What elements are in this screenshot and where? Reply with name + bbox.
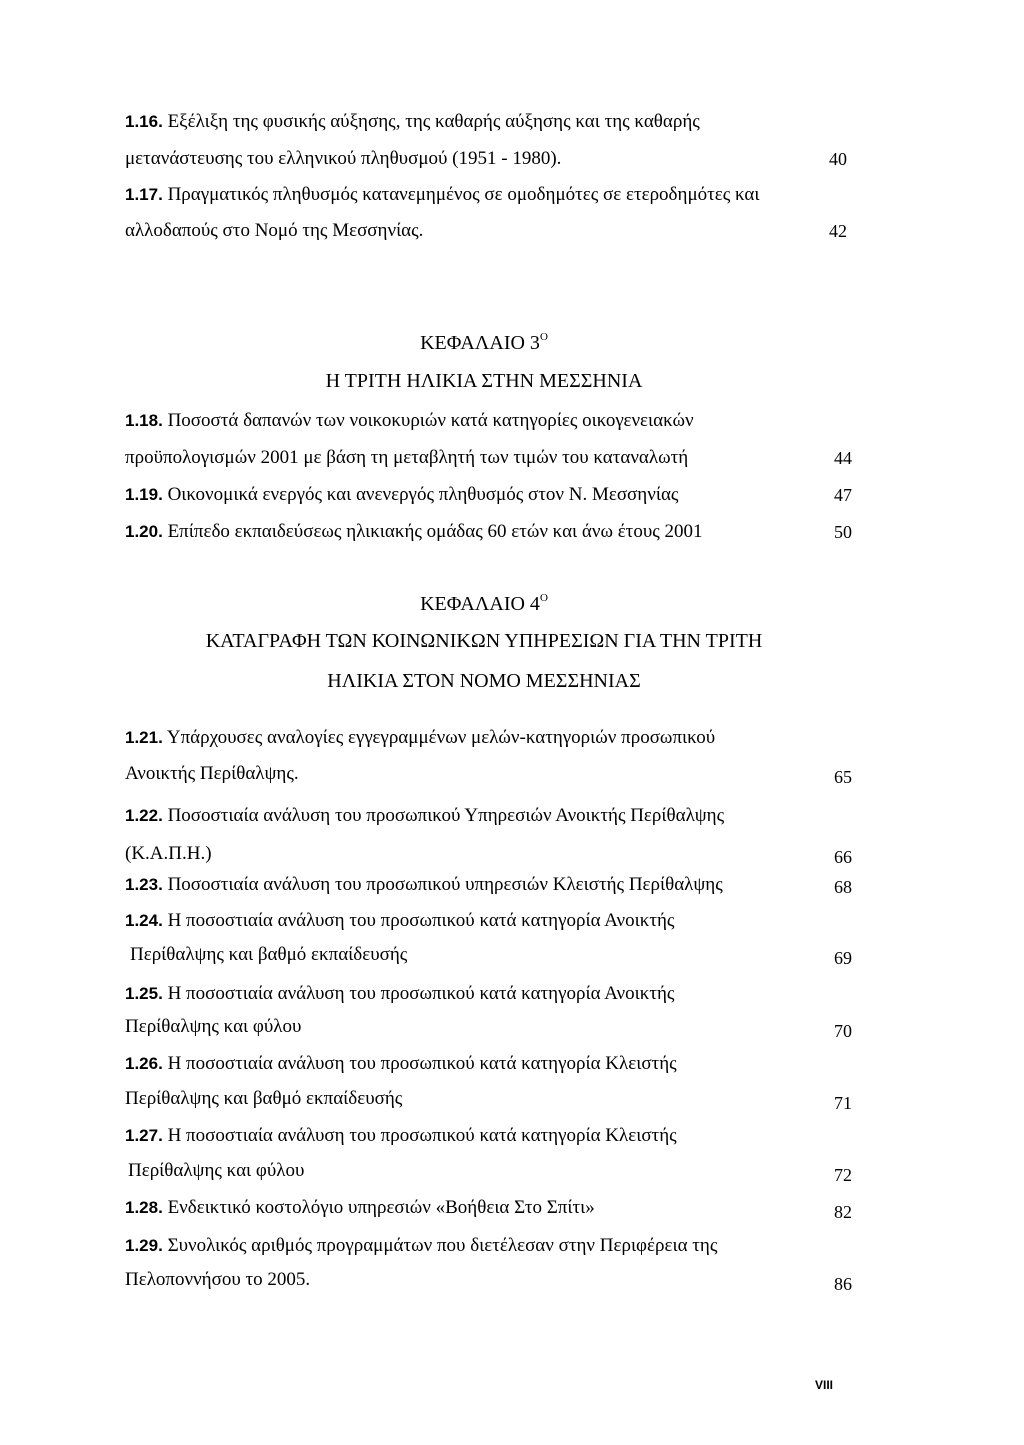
entry-title: Η ποσοστιαία ανάλυση του προσωπικού κατά κατηγορία Ανοικτής — [167, 910, 675, 931]
toc-entry-1-27 — [125, 1125, 677, 1147]
entry-title-cont: αλλοδαπούς στο Νομό της Μεσσηνίας. — [125, 220, 424, 241]
entry-number: 1.20. — [125, 522, 163, 541]
entry-number: 1.25. — [125, 984, 163, 1003]
page-ref: 66 — [834, 847, 852, 867]
toc-entry-1-25-cont — [125, 1016, 301, 1038]
page-ref: 72 — [834, 1165, 852, 1185]
chapter-label: ΚΕΦΑΛΑΙΟ 4 — [420, 593, 540, 615]
toc-entry-1-29-cont — [125, 1269, 310, 1291]
entry-title: Ενδεικτικό κοστολόγιο υπηρεσιών «Βοήθεια Στο Σπίτι» — [167, 1197, 595, 1218]
entry-number: 1.23. — [125, 875, 163, 894]
entry-number: 1.28. — [125, 1198, 163, 1217]
toc-entry-1-28 — [125, 1197, 595, 1219]
toc-entry-1-22 — [125, 805, 724, 827]
entry-number: 1.24. — [125, 911, 163, 930]
entry-title-cont: Πελοποννήσου το 2005. — [125, 1269, 311, 1290]
entry-number: 1.21. — [125, 728, 163, 747]
toc-entry-1-18-cont — [125, 447, 688, 469]
entry-title: Υπάρχουσες αναλογίες εγγεγραμμένων μελών-κατηγοριών προσωπικού — [166, 727, 716, 748]
page-ref: 40 — [829, 149, 847, 169]
entry-title-cont: Περίθαλψης και φύλου — [125, 1016, 302, 1037]
toc-entry-1-19 — [125, 484, 678, 506]
chapter-4-title-line1: ΚΑΤΑΓΡΑΦΗ ΤΩΝ ΚΟΙΝΩΝΙΚΩΝ ΥΠΗΡΕΣΙΩΝ ΓΙΑ ΤΗΝ ΤΡΙΤΗ — [205, 630, 763, 652]
toc-entry-1-21-cont — [125, 763, 299, 785]
entry-title: Εξέλιξη της φυσικής αύξησης, της καθαρής αύξησης και της καθαρής — [167, 111, 700, 132]
chapter-ordinal: Ο — [539, 331, 548, 343]
chapter-ordinal: Ο — [539, 592, 548, 604]
entry-number: 1.26. — [125, 1054, 163, 1073]
page-ref: 71 — [834, 1093, 852, 1113]
toc-entry-1-23 — [125, 874, 723, 896]
entry-title: Ποσοστιαία ανάλυση του προσωπικού Υπηρεσιών Ανοικτής Περίθαλψης — [167, 805, 725, 826]
entry-title: Οικονομικά ενεργός και ανενεργός πληθυσμός στον Ν. Μεσσηνίας — [167, 484, 679, 505]
entry-number: 1.27. — [125, 1126, 163, 1145]
toc-entry-1-27-cont — [128, 1160, 304, 1182]
entry-title-cont: Περίθαλψης και βαθμό εκπαίδευσής — [130, 944, 408, 965]
entry-title: Πραγματικός πληθυσμός κατανεμημένος σε ομοδημότες σε ετεροδημότες και — [167, 184, 760, 205]
entry-title: Επίπεδο εκπαιδεύσεως ηλικιακής ομάδας 60 ετών και άνω έτους 2001 — [167, 521, 703, 542]
entry-number: 1.18. — [125, 411, 163, 430]
chapter-3-heading — [0, 325, 968, 355]
toc-entry-1-17-cont — [125, 220, 423, 242]
toc-entry-1-22-cont — [125, 843, 212, 865]
page-ref: 47 — [834, 485, 852, 505]
toc-entry-1-24-cont — [130, 944, 407, 966]
toc-entry-1-26 — [125, 1053, 677, 1075]
chapter-label: ΚΕΦΑΛΑΙΟ 3 — [420, 332, 540, 354]
entry-title-cont: προϋπολογισμών 2001 με βάση τη μεταβλητή των τιμών του καταναλωτή — [125, 447, 689, 468]
entry-title: Η ποσοστιαία ανάλυση του προσωπικού κατά κατηγορία Κλειστής — [167, 1053, 677, 1074]
page-ref: 44 — [834, 448, 852, 468]
page-ref: 42 — [829, 221, 847, 241]
chapter-3-title: Η ΤΡΙΤΗ ΗΛΙΚΙΑ ΣΤΗΝ ΜΕΣΣΗΝΙΑ — [325, 370, 643, 392]
entry-title-cont: (Κ.Α.Π.Η.) — [125, 843, 212, 864]
toc-entry-1-18 — [125, 410, 694, 432]
page-ref: 69 — [834, 948, 852, 968]
page-ref: 82 — [834, 1202, 852, 1222]
entry-title: Η ποσοστιαία ανάλυση του προσωπικού κατά κατηγορία Κλειστής — [167, 1125, 677, 1146]
toc-entry-1-20 — [125, 521, 703, 543]
page-ref: 86 — [834, 1274, 852, 1294]
toc-entry-1-16 — [125, 111, 700, 133]
page-ref: 68 — [834, 877, 852, 897]
entry-number: 1.22. — [125, 806, 163, 825]
chapter-4-title-line2: ΗΛΙΚΙΑ ΣΤΟΝ ΝΟΜΟ ΜΕΣΣΗΝΙΑΣ — [327, 670, 641, 692]
toc-entry-1-25 — [125, 983, 674, 1005]
entry-title: Συνολικός αριθμός προγραμμάτων που διετέλεσαν στην Περιφέρεια της — [167, 1235, 718, 1256]
entry-title-cont: μετανάστευσης του ελληνικού πληθυσμού (1951 - 1980). — [125, 148, 562, 169]
entry-title-cont: Ανοικτής Περίθαλψης. — [125, 763, 299, 784]
chapter-4-heading — [0, 586, 968, 616]
entry-number: 1.19. — [125, 485, 163, 504]
entry-title-cont: Περίθαλψης και βαθμό εκπαίδευσής — [125, 1088, 403, 1109]
toc-entry-1-26-cont — [125, 1088, 402, 1110]
entry-title: Η ποσοστιαία ανάλυση του προσωπικού κατά κατηγορία Ανοικτής — [167, 983, 675, 1004]
toc-entry-1-21 — [125, 727, 715, 749]
entry-title: Ποσοστιαία ανάλυση του προσωπικού υπηρεσιών Κλειστής Περίθαλψης — [167, 874, 723, 895]
entry-number: 1.16. — [125, 112, 163, 131]
page-ref: 50 — [834, 522, 852, 542]
toc-entry-1-16-cont — [125, 148, 561, 170]
toc-entry-1-24 — [125, 910, 674, 932]
entry-number: 1.29. — [125, 1236, 163, 1255]
page-ref: 70 — [834, 1021, 852, 1041]
entry-title-cont: Περίθαλψης και φύλου — [128, 1160, 305, 1181]
toc-entry-1-17 — [125, 184, 760, 206]
entry-number: 1.17. — [125, 185, 163, 204]
entry-title: Ποσοστά δαπανών των νοικοκυριών κατά κατηγορίες οικογενειακών — [167, 410, 694, 431]
page-number: VIII — [815, 1378, 834, 1392]
toc-entry-1-29 — [125, 1235, 717, 1257]
page-ref: 65 — [834, 767, 852, 787]
